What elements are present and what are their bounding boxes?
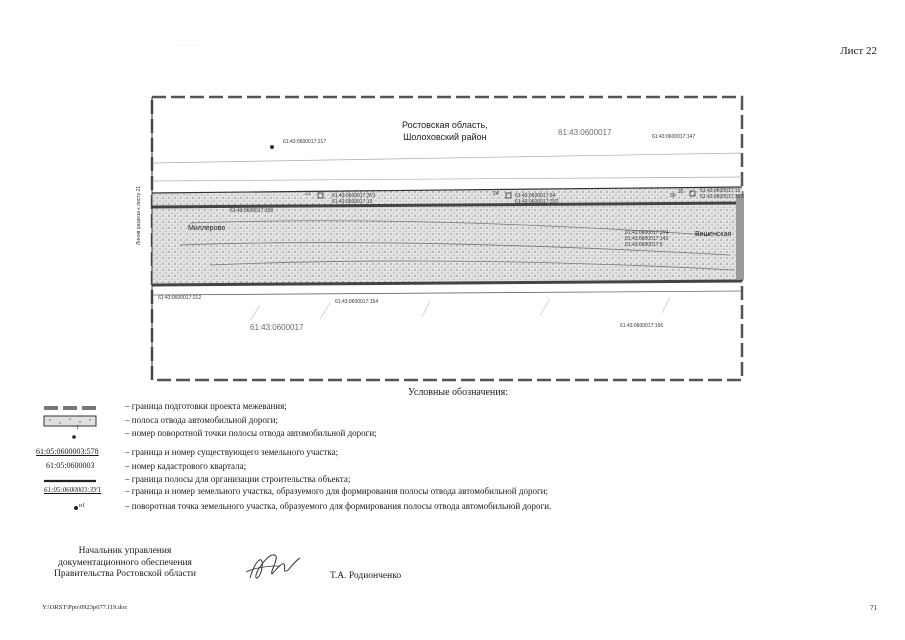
legend-desc: – полоса отвода автомобильной дороги; <box>125 415 278 425</box>
legend-symbol <box>30 501 110 515</box>
parcel-label: 61:43:0600017:159 <box>230 208 274 214</box>
legend-desc: – граница и номер существующего земельного участка; <box>125 447 339 457</box>
legend-symbol-text: н1 <box>79 503 85 509</box>
parcel-label: 61:43:0600017:15 <box>700 188 741 194</box>
point-number: 24 <box>493 191 499 197</box>
parcel-label: 61:43:0600017:13 <box>332 199 373 205</box>
parcel-label: 61:43:0600017:143 <box>625 236 669 242</box>
legend-desc: – граница и номер земельного участка, образуемого для формирования полосы отвода автомобильной дороги; <box>125 486 548 496</box>
file-path: Y:\ORST\Ppo\0923p677.f19.doc <box>42 604 128 611</box>
cadastral-map <box>136 95 745 382</box>
handwritten-signature <box>242 548 302 591</box>
parcel-label: 61:43:0600017:156 <box>620 323 664 329</box>
legend-title: Условные обозначения: <box>408 387 509 398</box>
legend-symbol-text: 1 <box>76 425 79 431</box>
point-number: 35 <box>678 189 684 195</box>
legend-desc: – номер поворотной точки полосы отвода автомобильной дороги; <box>125 428 377 438</box>
parcel-label: 61:43:0600017:147 <box>652 134 696 140</box>
place-label-left: Миллерово <box>188 225 226 232</box>
legend-symbol <box>30 425 110 442</box>
legend-symbol-text: 61:05:0600003 <box>46 461 95 470</box>
quarter-label-top: 61:43:0600017 <box>558 128 612 137</box>
parcel-label: 61:43:0600017:ЗУ2 <box>515 199 559 205</box>
region-label <box>402 119 488 143</box>
parcel-label: 61:43:0600017:34 <box>515 193 556 199</box>
legend-desc: – граница полосы для организации строительства объекта; <box>125 474 351 484</box>
legend-desc: – поворотная точка земельного участка, образуемого для формирования полосы отвода автомобильной дороги. <box>125 501 552 511</box>
parcel-label: 61:43:0600017:217 <box>283 139 327 145</box>
point-number: 23 <box>305 191 311 197</box>
parcel-label: 61:43:0600017:212 <box>158 295 202 301</box>
sheet-label: Лист 22 <box>840 45 877 57</box>
parcel-label: 61:43:0600017:ЗУ4 <box>625 230 669 236</box>
region-line-1: Ростовская область, <box>402 120 488 130</box>
legend-symbol-text: 61:05:0600003:ЗУ1 <box>44 486 102 494</box>
region-line-2: Шолоховский район <box>403 132 487 142</box>
section-line-note: Линия разреза к листу 21 <box>136 185 142 245</box>
signatory-title <box>40 546 210 581</box>
place-label-right: Вешенская <box>695 231 732 238</box>
point-number: 36 <box>670 193 676 199</box>
legend-symbol <box>30 461 110 475</box>
legend-symbol <box>30 486 110 500</box>
signatory-title-line: документационного обеспечения <box>58 557 192 568</box>
parcel-label: 61:43:0600017:ЗУ3 <box>700 194 744 200</box>
legend-symbol <box>30 447 110 461</box>
legend-symbol <box>30 401 110 415</box>
legend-desc: – граница подготовки проекта межевания; <box>125 401 287 411</box>
parcel-label: 61:43:0600017:ЗУ1 <box>332 193 376 199</box>
legend-symbol-text: 61:05:0600003:578 <box>36 447 99 456</box>
faint-stamp: · · · · · · · <box>175 43 198 49</box>
signatory-title-line: Начальник управления <box>78 546 172 556</box>
quarter-label-bottom: 61:43:0600017 <box>250 323 304 332</box>
signatory-title-line: Правительства Ростовской области <box>54 569 196 579</box>
parcel-label: 61:43:0600017:5 <box>625 242 663 248</box>
page-number: 71 <box>870 604 877 612</box>
signatory-name: Т.А. Родионченко <box>330 571 402 581</box>
parcel-label: 61:43:0600017:154 <box>335 299 379 305</box>
legend-symbol <box>30 415 110 429</box>
legend-desc: – номер кадастрового квартала; <box>125 461 247 471</box>
